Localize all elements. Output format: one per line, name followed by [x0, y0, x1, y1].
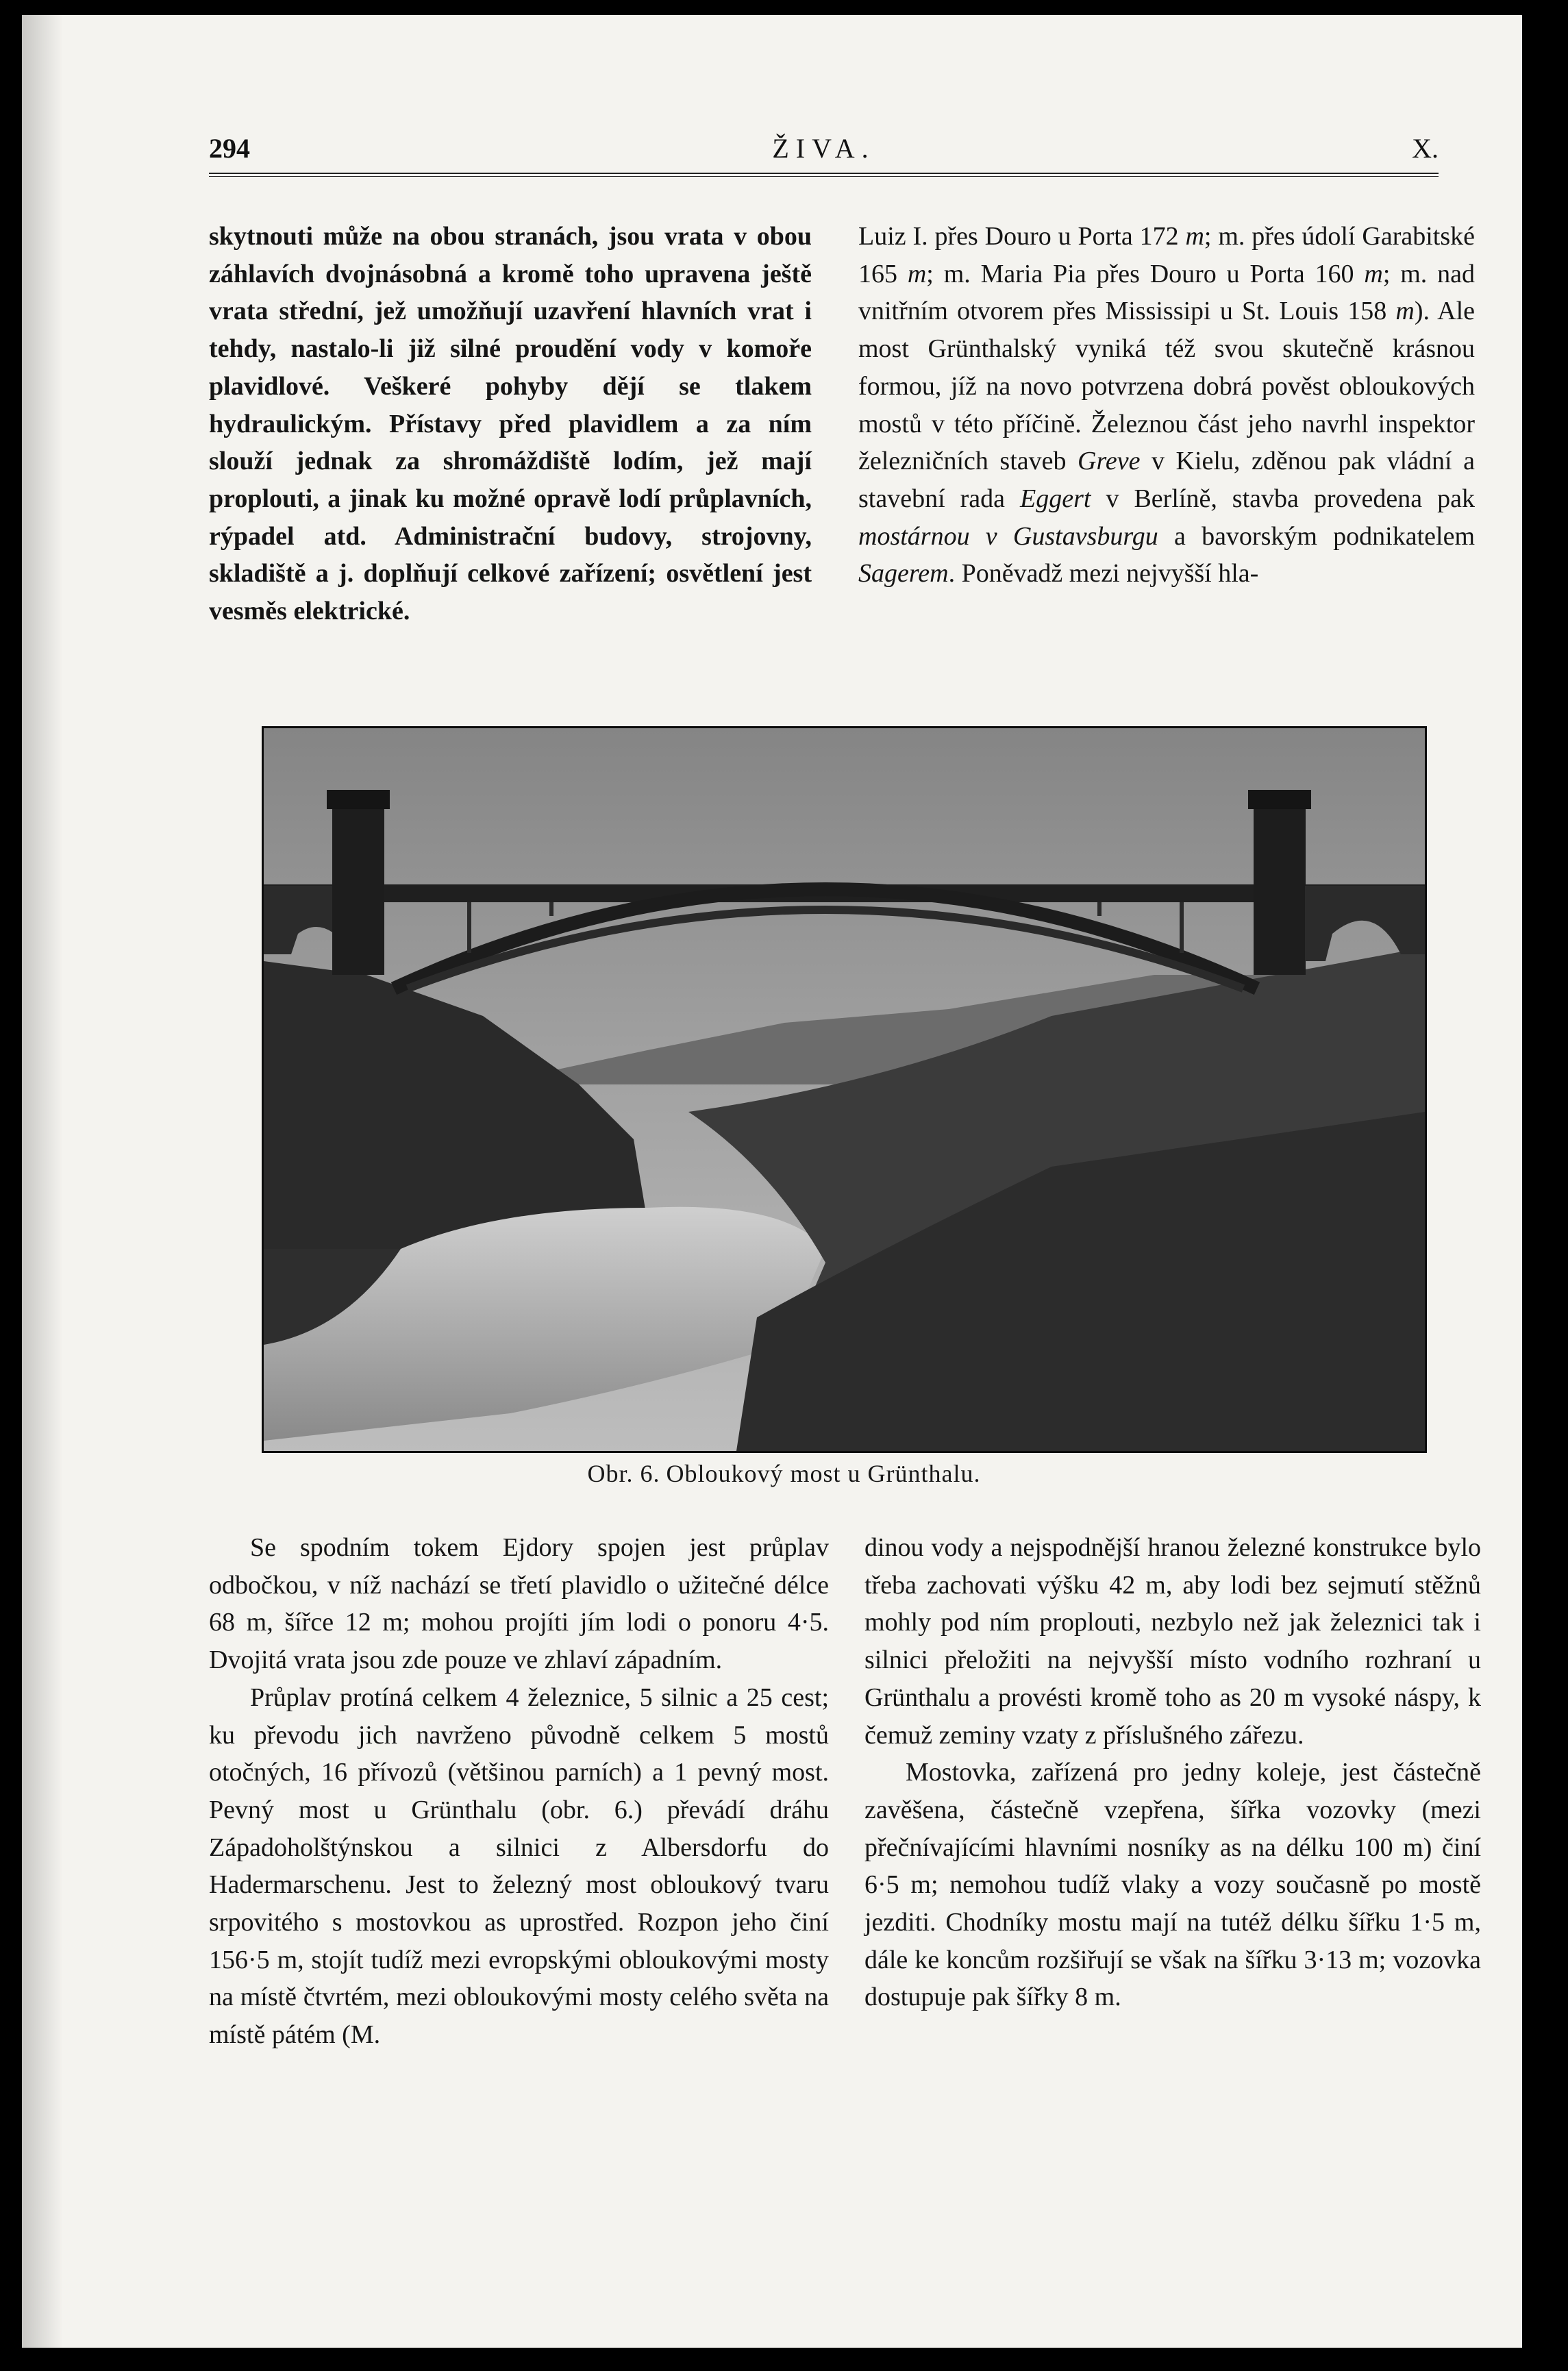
figure-caption [0, 1459, 1568, 1488]
paragraph: Mostovka, zařízená pro jedny koleje, jest částečně zavěšena, částečně vzepřena, šířka vozovky (mezi přečnívajícími hlavními nosníky as na délku 100 m) činí 6·5 m; nemohou tudíž vlaky a vozy současně po mostě jezditi. Chodníky mostu mají na tutéž délku šířku 1·5 m, dále ke koncům rozšiřují se však na šířku 3·13 m; vozovka dostupuje pak šířky 8 m. [864, 1758, 1481, 2012]
paragraph: skytnouti může na obou stranách, jsou vrata v obou záhlavích dvojnásobná a kromě toho upravena ještě vrata střední, jež umožňují uzavření hlavních vrat i tehdy, nastalo-li již silné proudění vody v komoře plavidlové. Veškeré pohyby dějí se tlakem hydraulickým. Přístavy před plavidlem a za ním slouží jednak za shromáždiště lodím, jež mají proplouti, a jinak ku možné opravě lodí průplavních, rýpadel atd. Administrační budovy, strojovny, skladiště a j. doplňují celkové zařízení; osvětlení jest vesměs elektrické. [209, 222, 812, 626]
header-rule [209, 173, 1439, 177]
column-bottom-right [864, 1529, 1481, 2016]
paragraph: Průplav protíná celkem 4 železnice, 5 silnic a 25 cest; ku převodu jich navrženo původně celkem 5 mostů otočných, 16 přívozů (většinou parních) a 1 pevný most. Pevný most u Grünthalu (obr. 6.) převádí dráhu Západoholštýnskou a silnici z Albersdorfu do Hadermarschenu. Jest to železný most obloukový tvaru srpovitého s mostovkou as uprostřed. Rozpon jeho činí 156·5 m, stojít tudíž mezi evropskými obloukovými mosty na místě čtvrtém, mezi obloukovými mosty celého světa na místě pátém (M. [209, 1683, 829, 2050]
paragraph: dinou vody a nejspodnější hranou železné konstrukce bylo třeba zachovati výšku 42 m, aby lodi bez sejmutí stěžnů mohly pod ním proplouti, nezbylo než jak železnici tak i silnici přeložiti na nejvyšší místo vodního rozhraní u Grünthalu a provésti kromě toho as 20 m vysoké náspy, k čemuž zeminy vzaty z příslušného zářezu. [864, 1533, 1481, 1750]
person-name: Sagerem [858, 559, 949, 588]
running-header [209, 132, 1439, 166]
paragraph: Se spodním tokem Ejdory spojen jest průplav odbočkou, v níž nachází se třetí plavidlo o užitečné délce 68 m, šířce 12 m; mohou projíti jím lodi o ponoru 4·5. Dvojitá vrata jsou zde pouze ve zhlaví západním. [209, 1533, 829, 1675]
left-tower-cap [327, 790, 390, 809]
journal-title: ŽIVA. [772, 133, 875, 164]
column-top-right [858, 218, 1475, 593]
column-bottom-left [209, 1529, 829, 2054]
page-edge-shadow [22, 15, 63, 2348]
left-tower [332, 797, 384, 975]
right-tower-cap [1248, 790, 1311, 809]
page-number: 294 [209, 133, 250, 164]
person-name: Greve [1078, 447, 1141, 476]
paragraph: Luiz I. přes Douro u Porta 172 m; m. přes údolí Garabitské 165 m; m. Maria Pia přes Douro u Porta 160 m; m. nad vnitřním otvorem přes Mississipi u St. Louis 158 m). Ale most Grünthalský vyniká též svou skutečně krásnou formou, jíž na novo potvrzena dobrá pověst obloukových mostů v této příčině. Železnou část jeho navrhl inspektor železničních staveb Greve v Kielu, zděnou pak vládní a stavební rada Eggert v Berlíně, stavba provedena pak mostárnou v Gustavsburgu a bavorským podnikatelem Sagerem. Poněvadž mezi nejvyšší hla- [858, 222, 1476, 588]
company-name: mostárnou v Gustavsburgu [858, 521, 1158, 551]
right-tower [1254, 797, 1306, 975]
figure-label: Obr. 6. [587, 1460, 660, 1487]
column-top-left [209, 218, 812, 630]
bridge-photograph [262, 726, 1427, 1453]
volume-number: X. [1412, 133, 1439, 164]
figure-title: Obloukový most u Grünthalu. [666, 1460, 981, 1487]
person-name: Eggert [1020, 484, 1091, 513]
